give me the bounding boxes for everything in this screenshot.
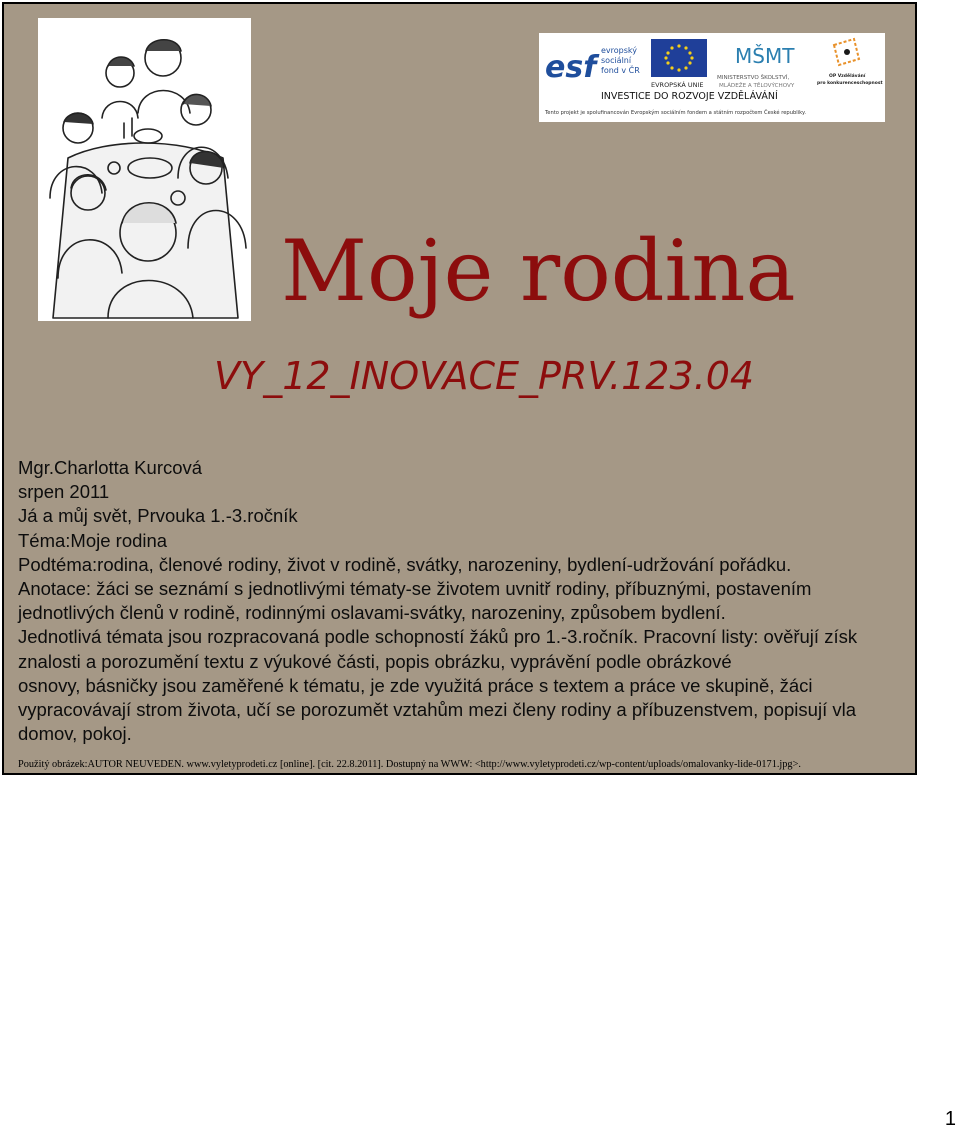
image-citation: Použitý obrázek:AUTOR NEUVEDEN. www.vyletyprodeti.cz [online]. [cit. 22.8.2011]. Dostupný na WWW: <http://www.vyletyprodeti.cz/wp-content/uploads/omalovanky-lide-0171.jpg>.	[18, 759, 801, 770]
msmt-text-2: MLÁDEŽE A TĚLOVÝCHOVY	[719, 83, 795, 89]
info-line: vypracovávají strom života, učí se porozumět vztahům mezi členy rodiny a příbuzenstvem, popisují vla	[18, 699, 856, 721]
info-line: domov, pokoj.	[18, 723, 132, 745]
info-line: Já a můj svět, Prvouka 1.-3.ročník	[18, 505, 298, 527]
op-text-1: OP Vzdělávání	[829, 74, 866, 79]
info-line: Anotace: žáci se seznámí s jednotlivými tématy-se životem uvnitř rodiny, příbuznými, postavením	[18, 578, 812, 600]
info-line: Mgr.Charlotta Kurcová	[18, 457, 203, 478]
op-logo-icon	[834, 39, 859, 65]
info-line: osnovy, básničky jsou zaměřené k tématu, je zde využitá práce s textem a práce ve skupině, žáci	[18, 674, 813, 696]
info-line: jednotlivých členů v rodině, rodinnými oslavami-svátky, narozeniny, způsobem bydlení.	[18, 602, 726, 624]
info-line: Jednotlivá témata jsou rozpracovaná podle schopností žáků pro 1.-3.ročník. Pracovní listy: ověřují získ	[18, 626, 858, 648]
page-number: 1	[944, 1108, 956, 1130]
invest-slogan: INVESTICE DO ROZVOJE VZDĚLÁVÁNÍ	[601, 91, 778, 102]
family-dinner-illustration	[38, 18, 251, 321]
msmt-logo-mark: MŠMT	[735, 44, 795, 68]
info-line: Podtéma:rodina, členové rodiny, život v rodině, svátky, narozeniny, bydlení-udržování pořádku.	[18, 553, 792, 575]
esf-text-1: evropský	[601, 46, 637, 55]
eu-funding-logo-banner	[539, 33, 885, 122]
slide-title: Moje rodina	[281, 222, 796, 320]
msmt-text-1: MINISTERSTVO ŠKOLSTVÍ,	[717, 75, 790, 81]
eu-text: EVROPSKÁ UNIE	[651, 81, 704, 89]
info-block	[18, 456, 958, 746]
info-line: srpen 2011	[18, 481, 110, 503]
esf-text-3: fond v ČR	[601, 66, 640, 75]
esf-logo-mark: esf	[545, 50, 597, 85]
op-text-2: pro konkurenceschopnost	[817, 81, 883, 86]
info-line: znalosti a porozumění textu z výukové části, popis obrázku, vyprávění podle obrázkové	[18, 650, 732, 672]
esf-text-2: sociální	[601, 56, 632, 65]
slide	[2, 2, 917, 775]
funding-footer-text: Tento projekt je spolufinancován Evropským sociálním fondem a státním rozpočtem České republiky.	[545, 110, 806, 116]
material-code: VY_12_INOVACE_PRV.123.04	[214, 354, 755, 398]
info-line: Téma:Moje rodina	[18, 529, 168, 551]
